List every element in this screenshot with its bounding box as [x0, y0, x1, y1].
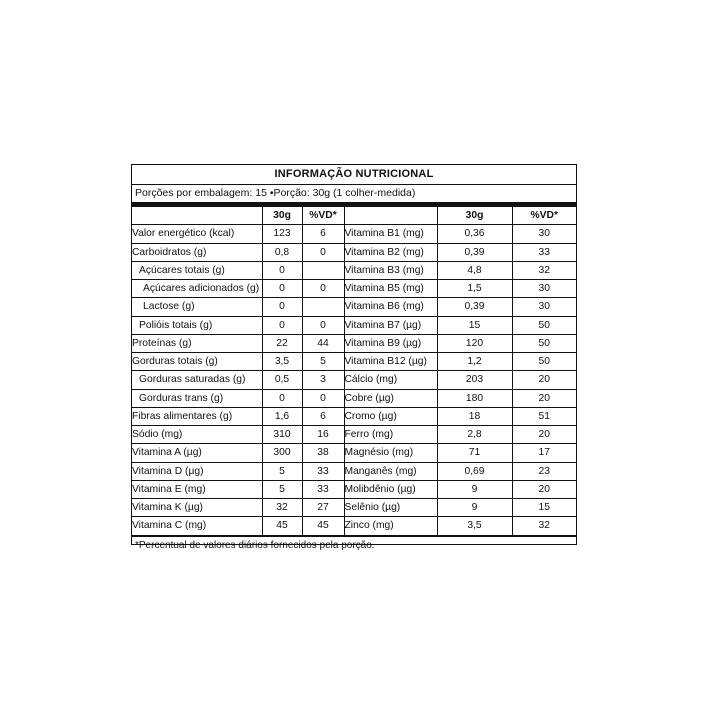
daily-value-left: 33: [302, 480, 344, 498]
amount-left: 45: [262, 517, 302, 535]
table-row: [132, 499, 576, 517]
daily-value-right: 50: [512, 334, 576, 352]
daily-value-right: 15: [512, 499, 576, 517]
header-amount-right: 30g: [437, 207, 512, 225]
daily-value-left: 0: [302, 316, 344, 334]
nutrient-name-right: Manganês (mg): [344, 462, 437, 480]
table-row: [132, 298, 576, 316]
daily-value-left: 16: [302, 426, 344, 444]
nutrient-name-right: Cromo (µg): [344, 407, 437, 425]
daily-value-left: 44: [302, 334, 344, 352]
daily-value-left: 45: [302, 517, 344, 535]
table-row: [132, 316, 576, 334]
nutrient-name-right: Vitamina B9 (µg): [344, 334, 437, 352]
amount-right: 18: [437, 407, 512, 425]
nutrient-name-left: Polióis totais (g): [132, 316, 262, 334]
daily-value-left: 6: [302, 225, 344, 243]
daily-value-right: 17: [512, 444, 576, 462]
nutrition-table: [132, 207, 576, 536]
table-row: [132, 243, 576, 261]
header-dv-right: %VD*: [512, 207, 576, 225]
nutrient-name-right: Vitamina B12 (µg): [344, 353, 437, 371]
daily-value-left: 0: [302, 243, 344, 261]
table-row: [132, 480, 576, 498]
header-dv-left: %VD*: [302, 207, 344, 225]
nutrition-facts-label: [131, 164, 577, 551]
amount-left: 0: [262, 280, 302, 298]
header-empty-left: [132, 207, 262, 225]
table-row: [132, 334, 576, 352]
nutrient-name-left: Vitamina D (µg): [132, 462, 262, 480]
amount-left: 22: [262, 334, 302, 352]
daily-value-right: 50: [512, 316, 576, 334]
amount-right: 9: [437, 480, 512, 498]
amount-right: 120: [437, 334, 512, 352]
nutrient-name-right: Molibdênio (µg): [344, 480, 437, 498]
daily-value-right: 20: [512, 371, 576, 389]
daily-value-left: 27: [302, 499, 344, 517]
daily-value-right: 20: [512, 426, 576, 444]
daily-value-left: 6: [302, 407, 344, 425]
amount-right: 0,36: [437, 225, 512, 243]
amount-left: 0: [262, 298, 302, 316]
nutrient-name-left: Açúcares totais (g): [132, 261, 262, 279]
nutrient-name-left: Fibras alimentares (g): [132, 407, 262, 425]
nutrient-name-left: Valor energético (kcal): [132, 225, 262, 243]
daily-value-right: 20: [512, 389, 576, 407]
nutrient-name-right: Vitamina B2 (mg): [344, 243, 437, 261]
table-row: [132, 426, 576, 444]
table-row: [132, 280, 576, 298]
amount-left: 32: [262, 499, 302, 517]
nutrient-name-right: Vitamina B5 (mg): [344, 280, 437, 298]
nutrient-name-right: Cobre (µg): [344, 389, 437, 407]
amount-right: 180: [437, 389, 512, 407]
nutrient-name-right: Vitamina B7 (µg): [344, 316, 437, 334]
table-row: [132, 462, 576, 480]
nutrient-name-left: Vitamina C (mg): [132, 517, 262, 535]
daily-value-right: 30: [512, 298, 576, 316]
table-row: [132, 389, 576, 407]
daily-value-right: 20: [512, 480, 576, 498]
amount-left: 3,5: [262, 353, 302, 371]
daily-value-left: 0: [302, 389, 344, 407]
amount-right: 9: [437, 499, 512, 517]
amount-left: 1,6: [262, 407, 302, 425]
daily-value-left: 33: [302, 462, 344, 480]
table-row: [132, 517, 576, 535]
daily-value-left: 5: [302, 353, 344, 371]
amount-right: 15: [437, 316, 512, 334]
daily-value-left: 38: [302, 444, 344, 462]
nutrition-table-body: [132, 225, 576, 535]
amount-left: 0: [262, 261, 302, 279]
portion-info: Porções por embalagem: 15 •Porção: 30g (1 colher-medida): [135, 187, 416, 199]
nutrient-name-left: Gorduras totais (g): [132, 353, 262, 371]
nutrient-name-right: Ferro (mg): [344, 426, 437, 444]
amount-left: 0,5: [262, 371, 302, 389]
amount-left: 5: [262, 480, 302, 498]
table-row: [132, 261, 576, 279]
amount-right: 2,8: [437, 426, 512, 444]
table-row: [132, 225, 576, 243]
amount-left: 0,8: [262, 243, 302, 261]
amount-right: 203: [437, 371, 512, 389]
amount-right: 4,8: [437, 261, 512, 279]
label-title: INFORMAÇÃO NUTRICIONAL: [132, 165, 576, 185]
nutrient-name-left: Carboidratos (g): [132, 243, 262, 261]
nutrient-name-left: Açúcares adicionados (g): [132, 280, 262, 298]
header-empty-right: [344, 207, 437, 225]
nutrient-name-left: Lactose (g): [132, 298, 262, 316]
daily-value-right: 32: [512, 517, 576, 535]
amount-left: 123: [262, 225, 302, 243]
amount-left: 300: [262, 444, 302, 462]
table-row: [132, 407, 576, 425]
daily-value-right: 33: [512, 243, 576, 261]
daily-value-left: [302, 298, 344, 316]
nutrient-name-right: Selênio (µg): [344, 499, 437, 517]
amount-right: 71: [437, 444, 512, 462]
table-header-row: [132, 207, 576, 225]
amount-right: 0,39: [437, 298, 512, 316]
nutrient-name-right: Zinco (mg): [344, 517, 437, 535]
nutrient-name-left: Vitamina E (mg): [132, 480, 262, 498]
nutrient-name-right: Magnésio (mg): [344, 444, 437, 462]
daily-value-left: 3: [302, 371, 344, 389]
daily-value-right: 32: [512, 261, 576, 279]
daily-value-right: 23: [512, 462, 576, 480]
nutrient-name-left: Proteínas (g): [132, 334, 262, 352]
daily-value-right: 50: [512, 353, 576, 371]
amount-left: 0: [262, 316, 302, 334]
nutrient-name-right: Vitamina B6 (mg): [344, 298, 437, 316]
daily-value-right: 51: [512, 407, 576, 425]
header-amount-left: 30g: [262, 207, 302, 225]
footnote: *Percentual de valores diários fornecidos pela porção.: [132, 536, 576, 555]
nutrient-name-left: Vitamina A (µg): [132, 444, 262, 462]
amount-left: 5: [262, 462, 302, 480]
daily-value-left: 0: [302, 280, 344, 298]
amount-right: 3,5: [437, 517, 512, 535]
amount-left: 310: [262, 426, 302, 444]
amount-right: 0,69: [437, 462, 512, 480]
nutrient-name-right: Vitamina B1 (mg): [344, 225, 437, 243]
table-row: [132, 353, 576, 371]
amount-right: 0,39: [437, 243, 512, 261]
nutrient-name-right: Vitamina B3 (mg): [344, 261, 437, 279]
amount-left: 0: [262, 389, 302, 407]
nutrient-name-right: Cálcio (mg): [344, 371, 437, 389]
nutrient-name-left: Gorduras trans (g): [132, 389, 262, 407]
table-row: [132, 444, 576, 462]
amount-right: 1,2: [437, 353, 512, 371]
amount-right: 1,5: [437, 280, 512, 298]
nutrient-name-left: Gorduras saturadas (g): [132, 371, 262, 389]
table-row: [132, 371, 576, 389]
daily-value-left: [302, 261, 344, 279]
daily-value-right: 30: [512, 280, 576, 298]
nutrient-name-left: Sódio (mg): [132, 426, 262, 444]
daily-value-right: 30: [512, 225, 576, 243]
nutrient-name-left: Vitamina K (µg): [132, 499, 262, 517]
